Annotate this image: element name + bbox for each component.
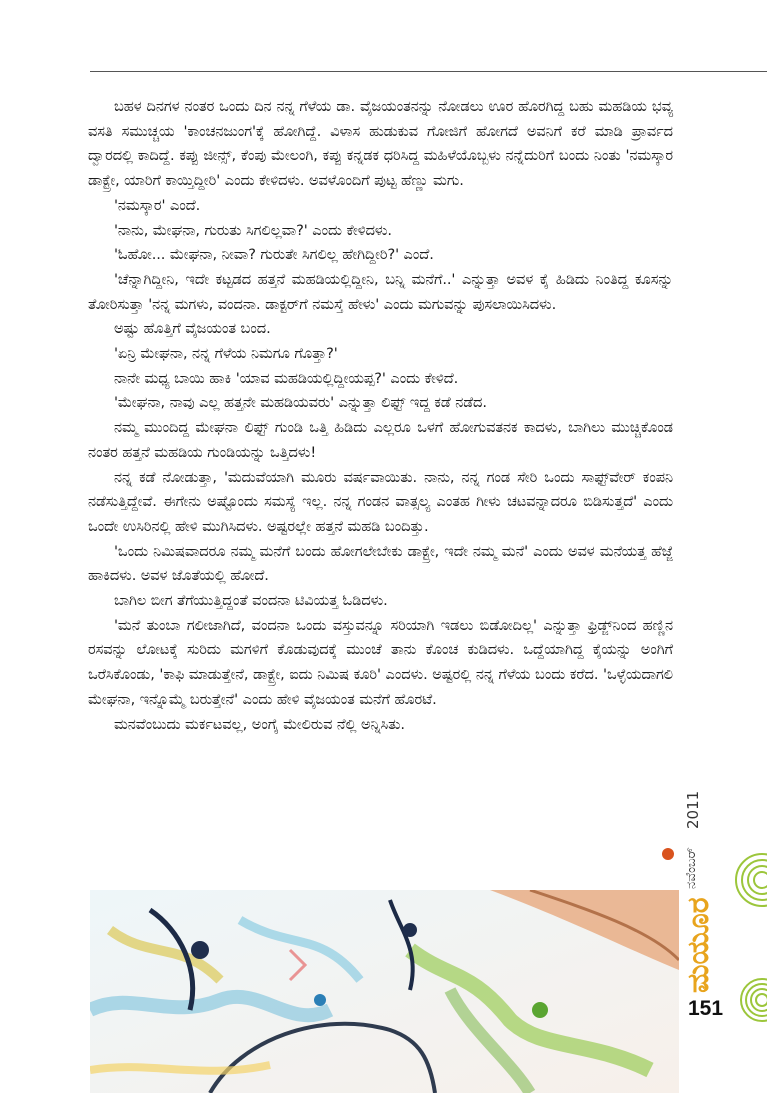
paragraph: ನಾನೇ ಮಧ್ಯ ಬಾಯಿ ಹಾಕಿ 'ಯಾವ ಮಹಡಿಯಲ್ಲಿದ್ದೀಯಪ್ಪ?' ಎಂದು ಕೇಳಿದೆ. [114, 369, 459, 387]
paragraph: ನನ್ನ ಕಡೆ ನೋಡುತ್ತಾ, 'ಮದುವೆಯಾಗಿ ಮೂರು ವರ್ಷವಾಯಿತು. ನಾನು, ನನ್ನ ಗಂಡ ಸೇರಿ ಒಂದು ಸಾಫ್ಟ್‌ವೇರ್ ಕಂಪನಿ ನಡೆಸುತ್ತಿದ್ದೇವೆ. ಈಗೇನು ಅಷ್ಟೊಂದು ಸಮಸ್ಯೆ ಇಲ್ಲ. ನನ್ನ ಗಂಡನ ವಾತ್ಸಲ್ಯ ಎಂತಹ ಗೀಳು ಚಟವನ್ನಾದರೂ ಬಿಡಿಸುತ್ತದೆ' ಎಂದು ಒಂದೇ ಉಸಿರಿನಲ್ಲಿ ಹೇಳಿ ಮುಗಿಸಿದಳು. ಅಷ್ಟರಲ್ಲೇ ಹತ್ತನೆ ಮಹಡಿ ಬಂದಿತ್ತು. [88, 468, 673, 535]
paragraph: ನಮ್ಮ ಮುಂದಿದ್ದ ಮೇಘನಾ ಲಿಫ್ಟ್ ಗುಂಡಿ ಒತ್ತಿ ಹಿಡಿದು ಎಲ್ಲರೂ ಒಳಗೆ ಹೋಗುವತನಕ ಕಾದಳು, ಬಾಗಿಲು ಮುಚ್ಚಿಕೊಂಡ ನಂತರ ಹತ್ತನೆ ಮಹಡಿಯ ಗುಂಡಿಯನ್ನು ಒತ್ತಿದಳು! [88, 419, 673, 461]
paragraph: 'ಓಹೋ... ಮೇಘನಾ, ನೀವಾ? ಗುರುತೇ ಸಿಗಲಿಲ್ಲ ಹೇಗಿದ್ದೀರಿ?' ಎಂದೆ. [114, 246, 434, 264]
magazine-logo: ಮಯೂರ [681, 897, 716, 993]
paragraph: 'ನಾನು, ಮೇಘನಾ, ಗುರುತು ಸಿಗಲಿಲ್ಲವಾ?' ಎಂದು ಕೇಳಿದಳು. [114, 221, 392, 239]
paragraph: 'ನಮಸ್ಕಾರ' ಎಂದೆ. [114, 196, 201, 214]
paragraph: 'ಚೆನ್ನಾಗಿದ್ದೀನಿ, ಇದೇ ಕಟ್ಟಡದ ಹತ್ತನೆ ಮಹಡಿಯಲ್ಲಿದ್ದೀನಿ, ಬನ್ನಿ ಮನೆಗೆ..' ಎನ್ನುತ್ತಾ ಅವಳ ಕೈ ಹಿಡಿದು ನಿಂತಿದ್ದ ಕೂಸನ್ನು ತೋರಿಸುತ್ತಾ 'ನನ್ನ ಮಗಳು, ವಂದನಾ. ಡಾಕ್ಟರ್‌ಗೆ ನಮಸ್ತೆ ಹೇಳು' ಎಂದು ಮಗುವನ್ನು ಪುಸಲಾಯಿಸಿದಳು. [88, 270, 673, 313]
header-rule [90, 71, 767, 72]
paragraph: ಬಾಗಿಲ ಬೀಗ ತೆಗೆಯುತ್ತಿದ್ದಂತೆ ವಂದನಾ ಟಿವಿಯತ್ತ ಓಡಿದಳು. [114, 592, 388, 610]
paragraph: 'ಮೇಘನಾ, ನಾವು ಎಲ್ಲ ಹತ್ತನೇ ಮಹಡಿಯವರು' ಎನ್ನುತ್ತಾ ಲಿಫ್ಟ್ ಇದ್ದ ಕಡೆ ನಡೆದ. [114, 394, 487, 412]
paragraph: ಅಷ್ಟು ಹೊತ್ತಿಗೆ ವೈಜಯಂತ ಬಂದ. [114, 320, 271, 338]
page-number: 151 [688, 997, 724, 1020]
paragraph: ಮನವೆಂಬುದು ಮರ್ಕಟವಲ್ಲ, ಅಂಗೈ ಮೇಲಿರುವ ನೆಲ್ಲಿ ಅನ್ನಿಸಿತು. [114, 715, 405, 733]
accent-dot [662, 848, 674, 860]
paragraph: ಬಹಳ ದಿನಗಳ ನಂತರ ಒಂದು ದಿನ ನನ್ನ ಗೆಳೆಯ ಡಾ. ವೈಜಯಂತನನ್ನು ನೋಡಲು ಊರ ಹೊರಗಿದ್ದ ಬಹು ಮಹಡಿಯ ಭವ್ಯ ವಸತಿ ಸಮುಚ್ಚಯ 'ಕಾಂಚನಜುಂಗ'ಕ್ಕೆ ಹೋಗಿದ್ದೆ. ವಿಳಾಸ ಹುಡುಕುವ ಗೋಜಿಗೆ ಹೋಗದೆ ಅವನಿಗೆ ಕರೆ ಮಾಡಿ ಪ್ರಾರ್ವದ ದ್ವಾರದಲ್ಲಿ ಕಾದಿದ್ದೆ. ಕಪ್ಪು ಜೀನ್ಸ್, ಕೆಂಪು ಮೇಲಂಗಿ, ಕಪ್ಪು ಕನ್ನಡಕ ಧರಿಸಿದ್ದ ಮಹಿಳೆಯೊಬ್ಬಳು ನನ್ನೆದುರಿಗೆ ಬಂದು ನಿಂತು 'ನಮಸ್ಕಾರ ಡಾಕ್ಟ್ರೇ, ಯಾರಿಗೆ ಕಾಯ್ತಿದ್ದೀರಿ' ಎಂದು ಕೇಳಿದಳು. ಅವಳೊಂದಿಗೆ ಪುಟ್ಟ ಹೆಣ್ಣು ಮಗು. [88, 98, 673, 190]
article-body [88, 95, 673, 737]
paragraph: 'ಏನ್ರಿ ಮೇಘನಾ, ನನ್ನ ಗೆಳೆಯ ನಿಮಗೂ ಗೊತ್ತಾ?' [114, 345, 338, 363]
issue-month: ನವೆಂಬರ್ [684, 847, 699, 889]
issue-year: 2011 [684, 790, 702, 830]
paragraph: 'ಒಂದು ನಿಮಿಷವಾದರೂ ನಮ್ಮ ಮನೆಗೆ ಬಂದು ಹೋಗಲೇಬೇಕು ಡಾಕ್ಟ್ರೇ, ಇದೇ ನಮ್ಮ ಮನೆ' ಎಂದು ಅವಳ ಮನೆಯತ್ತ ಹೆಜ್ಜೆ ಹಾಕಿದಳು. ಅವಳ ಜೊತೆಯಲ್ಲಿ ಹೋದೆ. [88, 542, 673, 585]
paragraph: 'ಮನೆ ತುಂಬಾ ಗಲೀಜಾಗಿದೆ, ವಂದನಾ ಒಂದು ವಸ್ತುವನ್ನೂ ಸರಿಯಾಗಿ ಇಡಲು ಬಿಡೋದಿಲ್ಲ' ಎನ್ನುತ್ತಾ ಫ್ರಿಡ್ಜ್‌ನಿಂದ ಹಣ್ಣಿನ ರಸವನ್ನು ಲೋಟಕ್ಕೆ ಸುರಿದು ಮಗಳಿಗೆ ಕೊಡುವುದಕ್ಕೆ ಮುಂಚೆ ತಾನು ಕೊಂಚ ಕುಡಿದಳು. ಒದ್ದೆಯಾಗಿದ್ದ ಕೈಯನ್ನು ಅಂಗಿಗೆ ಒರೆಸಿಕೊಂಡು, 'ಕಾಫಿ ಮಾಡುತ್ತೇನೆ, ಡಾಕ್ಟ್ರೇ, ಐದು ನಿಮಿಷ ಕೂರಿ' ಎಂದಳು. ಅಷ್ಟರಲ್ಲಿ ನನ್ನ ಗೆಳೆಯ ಬಂದು ಕರೆದ. 'ಒಳ್ಳೆಯದಾಗಲಿ ಮೇಘನಾ, ಇನ್ನೊಮ್ಮೆ ಬರುತ್ತೇನೆ' ಎಂದು ಹೇಳಿ ವೈಜಯಂತ ಮನೆಗೆ ಹೊರಟೆ. [88, 616, 673, 708]
watercolor-art [90, 890, 679, 1093]
